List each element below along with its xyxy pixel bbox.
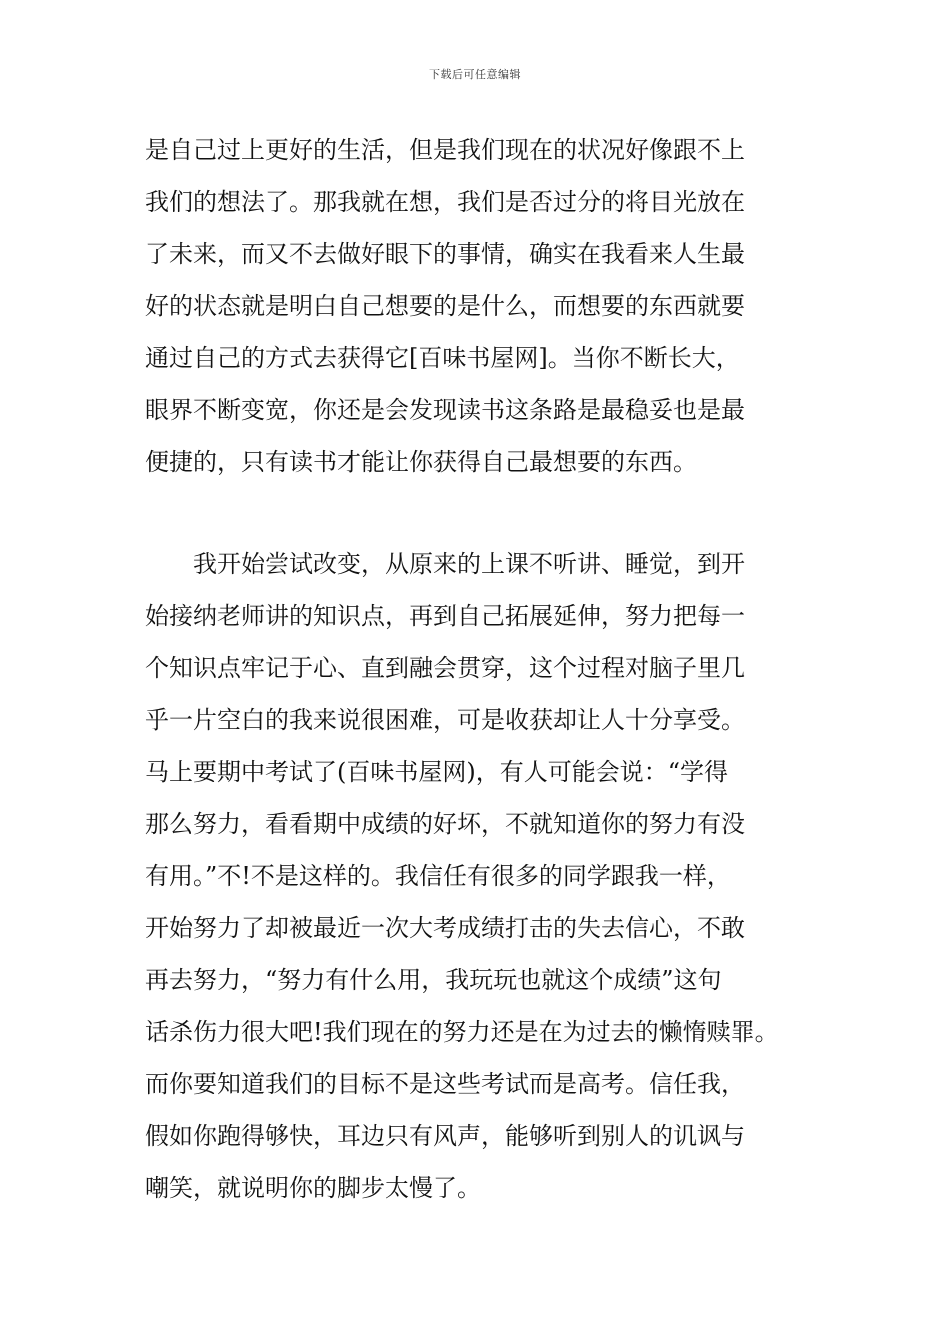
paragraph-spacer [145, 492, 835, 542]
paragraph-2 [145, 542, 835, 1218]
text-line: 有用。”不!不是这样的。我信任有很多的同学跟我一样， [145, 862, 731, 890]
text-line: 假如你跑得够快，耳边只有风声，能够听到别人的讥讽与 [145, 1122, 745, 1150]
text-line: 是自己过上更好的生活，但是我们现在的状况好像跟不上 [145, 136, 745, 164]
paragraph-1 [145, 128, 835, 492]
document-body [145, 128, 835, 1218]
text-line: 话杀伤力很大吧!我们现在的努力还是在为过去的懒惰赎罪。 [145, 1018, 779, 1046]
text-line: 再去努力，“努力有什么用，我玩玩也就这个成绩”这句 [145, 966, 722, 994]
text-line: 通过自己的方式去获得它[百味书屋网]。当你不断长大， [145, 344, 740, 372]
text-line: 了未来，而又不去做好眼下的事情，确实在我看来人生最 [145, 240, 745, 268]
text-line: 好的状态就是明白自己想要的是什么，而想要的东西就要 [145, 292, 745, 320]
text-line: 便捷的，只有读书才能让你获得自己最想要的东西。 [145, 448, 697, 476]
text-line: 马上要期中考试了(百味书屋网)，有人可能会说：“学得 [145, 758, 728, 786]
text-line: 个知识点牢记于心、直到融会贯穿，这个过程对脑子里几 [145, 654, 745, 682]
text-line: 乎一片空白的我来说很困难，可是收获却让人十分享受。 [145, 706, 745, 734]
text-line: 我开始尝试改变，从原来的上课不听讲、睡觉，到开 [145, 550, 745, 578]
text-line: 眼界不断变宽，你还是会发现读书这条路是最稳妥也是最 [145, 396, 745, 424]
text-line: 嘲笑，就说明你的脚步太慢了。 [145, 1174, 481, 1202]
text-line: 始接纳老师讲的知识点，再到自己拓展延伸，努力把每一 [145, 602, 745, 630]
text-line: 而你要知道我们的目标不是这些考试而是高考。信任我， [145, 1070, 745, 1098]
text-line: 我们的想法了。那我就在想，我们是否过分的将目光放在 [145, 188, 745, 216]
text-line: 那么努力，看看期中成绩的好坏，不就知道你的努力有没 [145, 810, 745, 838]
text-line: 开始努力了却被最近一次大考成绩打击的失去信心，不敢 [145, 914, 745, 942]
page-header: 下载后可任意编辑 [429, 68, 521, 81]
